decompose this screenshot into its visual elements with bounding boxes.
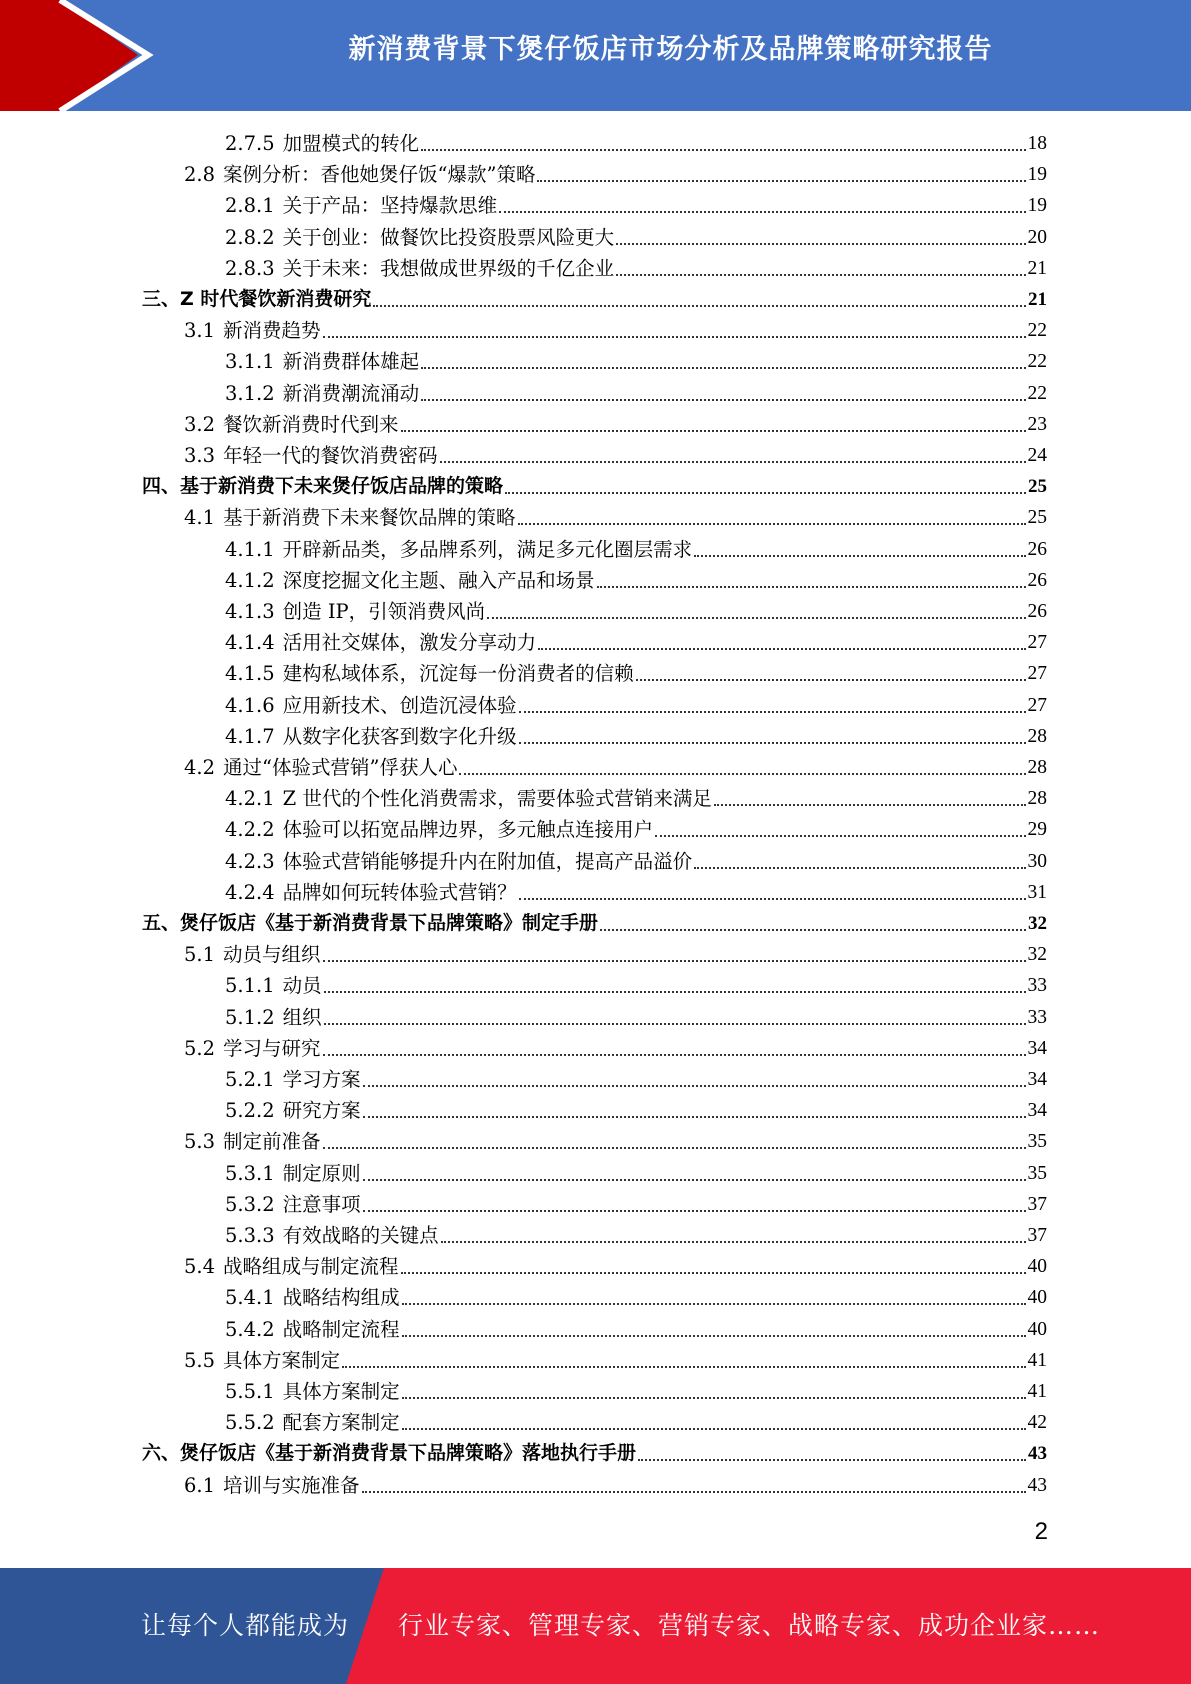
toc-entry[interactable] bbox=[225, 253, 1047, 284]
toc-entry-number: 4.1.2 bbox=[225, 568, 275, 592]
footer-slogan-left: 让每个人都能成为 bbox=[141, 1611, 350, 1640]
toc-entry[interactable] bbox=[225, 128, 1047, 159]
toc-entry[interactable] bbox=[184, 939, 1047, 970]
toc-entry[interactable] bbox=[225, 1158, 1047, 1189]
toc-dot-leader bbox=[459, 773, 1025, 775]
toc-entry-title: 组织 bbox=[282, 1005, 322, 1029]
toc-entry-number: 4.2.3 bbox=[225, 849, 275, 873]
toc-entry-title: 活用社交媒体，激发分享动力 bbox=[282, 631, 537, 655]
toc-entry-title: 制定原则 bbox=[282, 1161, 361, 1185]
toc-dot-leader bbox=[616, 243, 1025, 245]
toc-entry-page: 26 bbox=[1027, 569, 1047, 591]
toc-entry[interactable] bbox=[225, 690, 1047, 721]
toc-dot-leader bbox=[519, 711, 1026, 713]
toc-entry-title: 新消费群体雄起 bbox=[282, 350, 420, 374]
toc-entry-page: 19 bbox=[1027, 195, 1047, 217]
toc-dot-leader bbox=[342, 1366, 1025, 1368]
toc-entry[interactable] bbox=[225, 596, 1047, 627]
toc-entry[interactable] bbox=[225, 534, 1047, 565]
toc-dot-leader bbox=[402, 1428, 1026, 1430]
toc-entry[interactable] bbox=[225, 222, 1047, 253]
toc-dot-leader bbox=[421, 399, 1025, 401]
toc-entry[interactable] bbox=[225, 1095, 1047, 1126]
toc-entry-number: 三、 bbox=[142, 288, 181, 310]
toc-entry-number: 4.2 bbox=[184, 756, 216, 779]
toc-entry-title: 深度挖掘文化主题、融入产品和场景 bbox=[282, 568, 595, 592]
toc-entry-page: 25 bbox=[1028, 476, 1047, 498]
toc-entry-number: 5.5.2 bbox=[225, 1411, 275, 1435]
toc-entry-title: 体验可以拓宽品牌边界，多元触点连接用户 bbox=[282, 818, 654, 842]
toc-entry-title: 配套方案制定 bbox=[282, 1411, 400, 1435]
toc-entry-number: 3.2 bbox=[184, 412, 216, 436]
page-header bbox=[0, 0, 1191, 111]
toc-entry[interactable] bbox=[225, 877, 1047, 908]
toc-entry-number: 5.4.1 bbox=[225, 1286, 275, 1310]
toc-dot-leader bbox=[363, 1116, 1026, 1118]
toc-entry-page: 32 bbox=[1027, 944, 1047, 966]
toc-entry-page: 40 bbox=[1027, 1287, 1047, 1309]
toc-entry-title: 研究方案 bbox=[282, 1099, 361, 1123]
toc-entry-number: 5.4.2 bbox=[225, 1317, 275, 1341]
toc-entry-title: 餐饮新消费时代到来 bbox=[223, 412, 399, 436]
toc-entry[interactable] bbox=[225, 1220, 1047, 1251]
toc-dot-leader bbox=[324, 1023, 1026, 1025]
toc-entry-page: 19 bbox=[1027, 164, 1047, 186]
toc-entry-title: 基于新消费下未来煲仔饭店品牌的策略 bbox=[180, 475, 504, 498]
toc-entry-page: 21 bbox=[1027, 257, 1047, 279]
toc-entry-page: 22 bbox=[1027, 320, 1047, 342]
toc-entry[interactable] bbox=[184, 1126, 1047, 1157]
toc-entry-page: 41 bbox=[1027, 1381, 1047, 1402]
toc-entry-number: 4.1.5 bbox=[225, 662, 275, 686]
toc-dot-leader bbox=[655, 835, 1025, 837]
toc-dot-leader bbox=[363, 1210, 1026, 1212]
toc-entry-page: 20 bbox=[1027, 226, 1047, 248]
toc-dot-leader bbox=[499, 211, 1025, 213]
toc-entry-title: 动员与组织 bbox=[223, 943, 321, 967]
toc-dot-leader bbox=[537, 180, 1025, 182]
toc-dot-leader bbox=[324, 991, 1026, 993]
toc-entry-page: 28 bbox=[1027, 757, 1047, 778]
toc-entry[interactable] bbox=[225, 378, 1047, 409]
toc-entry-number: 5.2.1 bbox=[225, 1068, 275, 1091]
toc-entry-title: 培训与实施准备 bbox=[223, 1473, 360, 1497]
toc-entry[interactable] bbox=[184, 1033, 1047, 1064]
toc-entry[interactable] bbox=[225, 190, 1047, 221]
toc-entry-number: 5.3 bbox=[184, 1130, 216, 1154]
toc-entry-number: 5.2.2 bbox=[225, 1099, 275, 1123]
toc-entry-title: 关于创业：做餐饮比投资股票风险更大 bbox=[282, 225, 615, 249]
toc-dot-leader bbox=[401, 1272, 1026, 1274]
toc-entry-number: 5.4 bbox=[184, 1255, 216, 1279]
toc-dot-leader bbox=[694, 867, 1025, 869]
toc-entry-number: 3.1.2 bbox=[225, 381, 275, 405]
toc-dot-leader bbox=[600, 929, 1026, 931]
toc-dot-leader bbox=[597, 586, 1026, 588]
toc-dot-leader bbox=[402, 1335, 1026, 1337]
toc-entry-page: 27 bbox=[1027, 632, 1047, 654]
toc-entry-title: 年轻一代的餐饮消费密码 bbox=[223, 444, 438, 467]
toc-dot-leader bbox=[373, 305, 1026, 307]
toc-entry-number: 4.2.1 bbox=[225, 787, 275, 811]
toc-entry-number: 4.2.2 bbox=[225, 818, 275, 842]
toc-dot-leader bbox=[323, 960, 1026, 962]
toc-entry-number: 5.5 bbox=[184, 1348, 216, 1372]
toc-entry[interactable] bbox=[225, 970, 1047, 1001]
toc-entry[interactable] bbox=[142, 284, 1047, 315]
toc-entry-number: 3.3 bbox=[184, 444, 216, 467]
toc-entry-number: 5.3.3 bbox=[225, 1224, 275, 1247]
toc-entry[interactable] bbox=[225, 627, 1047, 658]
toc-dot-leader bbox=[714, 804, 1026, 806]
toc-dot-leader bbox=[440, 461, 1026, 463]
toc-dot-leader bbox=[487, 617, 1025, 619]
toc-entry-page: 40 bbox=[1027, 1256, 1047, 1278]
toc-entry-title: 学习方案 bbox=[282, 1068, 361, 1091]
toc-entry-page: 35 bbox=[1027, 1131, 1047, 1153]
toc-entry-number: 3.1 bbox=[184, 319, 216, 343]
toc-entry[interactable] bbox=[225, 783, 1047, 814]
toc-entry[interactable] bbox=[225, 1407, 1047, 1438]
toc-dot-leader bbox=[363, 1179, 1026, 1181]
toc-entry-number: 四、 bbox=[142, 475, 181, 498]
toc-dot-leader bbox=[402, 1303, 1026, 1305]
toc-entry-page: 34 bbox=[1027, 1037, 1047, 1059]
toc-entry[interactable] bbox=[225, 814, 1047, 845]
toc-entry-title: 新消费趋势 bbox=[223, 319, 321, 343]
toc-entry-title: 通过“体验式营销”俘获人心 bbox=[223, 756, 458, 779]
toc-entry[interactable] bbox=[184, 1251, 1047, 1282]
toc-entry-title: 关于未来：我想做成世界级的千亿企业 bbox=[282, 256, 615, 280]
toc-entry-title: 注意事项 bbox=[282, 1192, 361, 1216]
toc-entry[interactable] bbox=[225, 1376, 1047, 1407]
toc-entry-page: 42 bbox=[1027, 1412, 1047, 1434]
toc-entry-page: 24 bbox=[1027, 445, 1047, 466]
toc-entry-title: 煲仔饭店《基于新消费背景下品牌策略》制定手册 bbox=[180, 912, 599, 934]
toc-dot-leader bbox=[402, 1397, 1026, 1399]
toc-entry-page: 34 bbox=[1027, 1100, 1047, 1122]
toc-entry-number: 5.1 bbox=[184, 943, 216, 967]
toc-entry-number: 六、 bbox=[142, 1442, 181, 1465]
toc-dot-leader bbox=[362, 1491, 1026, 1493]
toc-entry-title: 体验式营销能够提升内在附加值，提高产品溢价 bbox=[282, 849, 693, 873]
toc-entry[interactable] bbox=[184, 1345, 1047, 1376]
toc-dot-leader bbox=[323, 1054, 1026, 1056]
toc-entry-page: 43 bbox=[1027, 1474, 1047, 1496]
toc-entry-page: 27 bbox=[1027, 694, 1047, 716]
toc-dot-leader bbox=[538, 648, 1025, 650]
toc-entry-number: 5.5.1 bbox=[225, 1380, 275, 1403]
toc-entry-page: 33 bbox=[1027, 975, 1047, 997]
toc-entry-title: 案例分析：香他她煲仔饭“爆款”策略 bbox=[223, 163, 536, 187]
toc-entry-page: 37 bbox=[1027, 1193, 1047, 1215]
toc-dot-leader bbox=[401, 430, 1026, 432]
toc-entry-title: 新消费潮流涌动 bbox=[282, 381, 420, 405]
toc-entry[interactable] bbox=[225, 721, 1047, 752]
toc-entry-title: 具体方案制定 bbox=[223, 1348, 341, 1372]
toc-entry-page: 26 bbox=[1027, 601, 1047, 622]
toc-dot-leader bbox=[505, 492, 1026, 494]
toc-entry-page: 34 bbox=[1027, 1069, 1047, 1090]
toc-entry-title: 具体方案制定 bbox=[282, 1380, 400, 1403]
toc-entry[interactable] bbox=[225, 658, 1047, 689]
toc-entry-number: 2.8.2 bbox=[225, 225, 275, 249]
toc-entry-page: 27 bbox=[1027, 663, 1047, 685]
toc-entry[interactable] bbox=[225, 565, 1047, 596]
toc-entry-title: 战略制定流程 bbox=[282, 1317, 400, 1341]
toc-entry[interactable] bbox=[142, 908, 1047, 939]
toc-dot-leader bbox=[421, 149, 1025, 151]
toc-dot-leader bbox=[363, 1085, 1026, 1087]
toc-entry[interactable] bbox=[184, 409, 1047, 440]
toc-entry-page: 22 bbox=[1027, 351, 1047, 373]
toc-entry-page: 41 bbox=[1027, 1349, 1047, 1371]
toc-entry-title: 品牌如何玩转体验式营销？ bbox=[282, 880, 517, 904]
toc-entry[interactable] bbox=[184, 315, 1047, 346]
toc-dot-leader bbox=[323, 1147, 1026, 1149]
toc-entry-number: 2.8.3 bbox=[225, 256, 275, 280]
toc-entry-page: 37 bbox=[1027, 1225, 1047, 1246]
toc-entry-page: 18 bbox=[1027, 133, 1047, 154]
toc-entry-number: 五、 bbox=[142, 912, 181, 934]
toc-entry-page: 32 bbox=[1028, 913, 1047, 934]
toc-entry[interactable] bbox=[225, 1064, 1047, 1095]
toc-entry-title: Z 时代餐饮新消费研究 bbox=[180, 288, 372, 310]
toc-entry-number: 5.1.1 bbox=[225, 974, 275, 998]
toc-entry-page: 31 bbox=[1027, 881, 1047, 903]
toc-entry-number: 6.1 bbox=[184, 1473, 216, 1497]
toc-entry-page: 23 bbox=[1027, 413, 1047, 435]
toc-entry-page: 28 bbox=[1027, 788, 1047, 810]
toc-entry-number: 4.1.7 bbox=[225, 724, 275, 748]
page-footer bbox=[0, 1568, 1191, 1684]
toc-entry[interactable] bbox=[184, 440, 1047, 471]
toc-entry-page: 21 bbox=[1028, 289, 1047, 310]
toc-entry[interactable] bbox=[184, 1470, 1047, 1501]
toc-entry-number: 5.2 bbox=[184, 1036, 216, 1060]
toc-entry-title: 战略结构组成 bbox=[282, 1286, 400, 1310]
toc-dot-leader bbox=[519, 898, 1026, 900]
toc-entry-title: 基于新消费下未来餐饮品牌的策略 bbox=[223, 506, 516, 530]
toc-entry[interactable] bbox=[184, 159, 1047, 190]
document-title: 新消费背景下煲仔饭店市场分析及品牌策略研究报告 bbox=[348, 34, 993, 65]
toc-entry-page: 28 bbox=[1027, 725, 1047, 747]
toc-entry-page: 29 bbox=[1027, 819, 1047, 841]
toc-entry[interactable] bbox=[225, 1189, 1047, 1220]
toc-entry-number: 4.1.4 bbox=[225, 631, 275, 655]
toc-entry-title: Z 世代的个性化消费需求，需要体验式营销来满足 bbox=[282, 787, 712, 811]
toc-entry-number: 5.3.1 bbox=[225, 1161, 275, 1185]
toc-entry-page: 25 bbox=[1027, 507, 1047, 529]
toc-entry-page: 33 bbox=[1027, 1006, 1047, 1028]
toc-dot-leader bbox=[616, 274, 1025, 276]
toc-entry-title: 关于产品：坚持爆款思维 bbox=[282, 194, 498, 218]
toc-entry-page: 26 bbox=[1027, 538, 1047, 560]
toc-entry[interactable] bbox=[142, 471, 1047, 502]
toc-entry-title: 开辟新品类，多品牌系列，满足多元化圈层需求 bbox=[282, 537, 693, 561]
toc-dot-leader bbox=[323, 336, 1026, 338]
toc-entry-number: 2.8 bbox=[184, 163, 216, 187]
toc-entry-title: 从数字化获客到数字化升级 bbox=[282, 724, 517, 748]
toc-entry-title: 有效战略的关键点 bbox=[282, 1224, 439, 1247]
toc-entry[interactable] bbox=[184, 502, 1047, 533]
toc-entry[interactable] bbox=[225, 1002, 1047, 1033]
toc-entry-title: 建构私域体系，沉淀每一份消费者的信赖 bbox=[282, 662, 634, 686]
toc-entry-page: 40 bbox=[1027, 1318, 1047, 1340]
toc-entry[interactable] bbox=[225, 346, 1047, 377]
toc-dot-leader bbox=[519, 742, 1026, 744]
toc-entry-title: 战略组成与制定流程 bbox=[223, 1255, 399, 1279]
toc-entry-number: 5.3.2 bbox=[225, 1192, 275, 1216]
toc-dot-leader bbox=[421, 367, 1025, 369]
toc-entry[interactable] bbox=[142, 1438, 1047, 1469]
toc-entry-number: 3.1.1 bbox=[225, 350, 275, 374]
toc-entry[interactable] bbox=[184, 752, 1047, 783]
toc-entry-number: 5.1.2 bbox=[225, 1005, 275, 1029]
toc-entry[interactable] bbox=[225, 846, 1047, 877]
toc-entry-page: 30 bbox=[1027, 850, 1047, 872]
toc-dot-leader bbox=[441, 1241, 1026, 1243]
toc-entry-title: 创造 IP，引领消费风尚 bbox=[282, 600, 486, 623]
footer-slogan-right: 行业专家、管理专家、营销专家、战略专家、成功企业家…… bbox=[398, 1611, 1101, 1640]
toc-dot-leader bbox=[638, 1459, 1026, 1461]
toc-entry-title: 学习与研究 bbox=[223, 1036, 321, 1060]
toc-entry-page: 43 bbox=[1028, 1443, 1047, 1465]
toc-entry[interactable] bbox=[225, 1282, 1047, 1313]
toc-dot-leader bbox=[694, 555, 1025, 557]
toc-entry-number: 4.1.1 bbox=[225, 537, 275, 561]
toc-entry-page: 22 bbox=[1027, 382, 1047, 404]
toc-dot-leader bbox=[518, 523, 1026, 525]
toc-entry-title: 动员 bbox=[282, 974, 322, 998]
toc-entry[interactable] bbox=[225, 1314, 1047, 1345]
toc-entry-number: 4.1.6 bbox=[225, 693, 275, 717]
toc-entry-title: 煲仔饭店《基于新消费背景下品牌策略》落地执行手册 bbox=[180, 1442, 637, 1465]
toc-entry-title: 制定前准备 bbox=[223, 1130, 321, 1154]
toc-entry-number: 4.2.4 bbox=[225, 880, 275, 904]
toc-entry-number: 4.1 bbox=[184, 506, 216, 530]
toc-dot-leader bbox=[636, 679, 1026, 681]
toc-entry-title: 应用新技术、创造沉浸体验 bbox=[282, 693, 517, 717]
toc-entry-number: 2.7.5 bbox=[225, 132, 275, 155]
page-number: 2 bbox=[1034, 1518, 1048, 1545]
toc-entry-number: 4.1.3 bbox=[225, 600, 275, 623]
toc-entry-title: 加盟模式的转化 bbox=[282, 132, 420, 155]
toc-entry-page: 35 bbox=[1027, 1162, 1047, 1184]
toc-entry-number: 2.8.1 bbox=[225, 194, 275, 218]
